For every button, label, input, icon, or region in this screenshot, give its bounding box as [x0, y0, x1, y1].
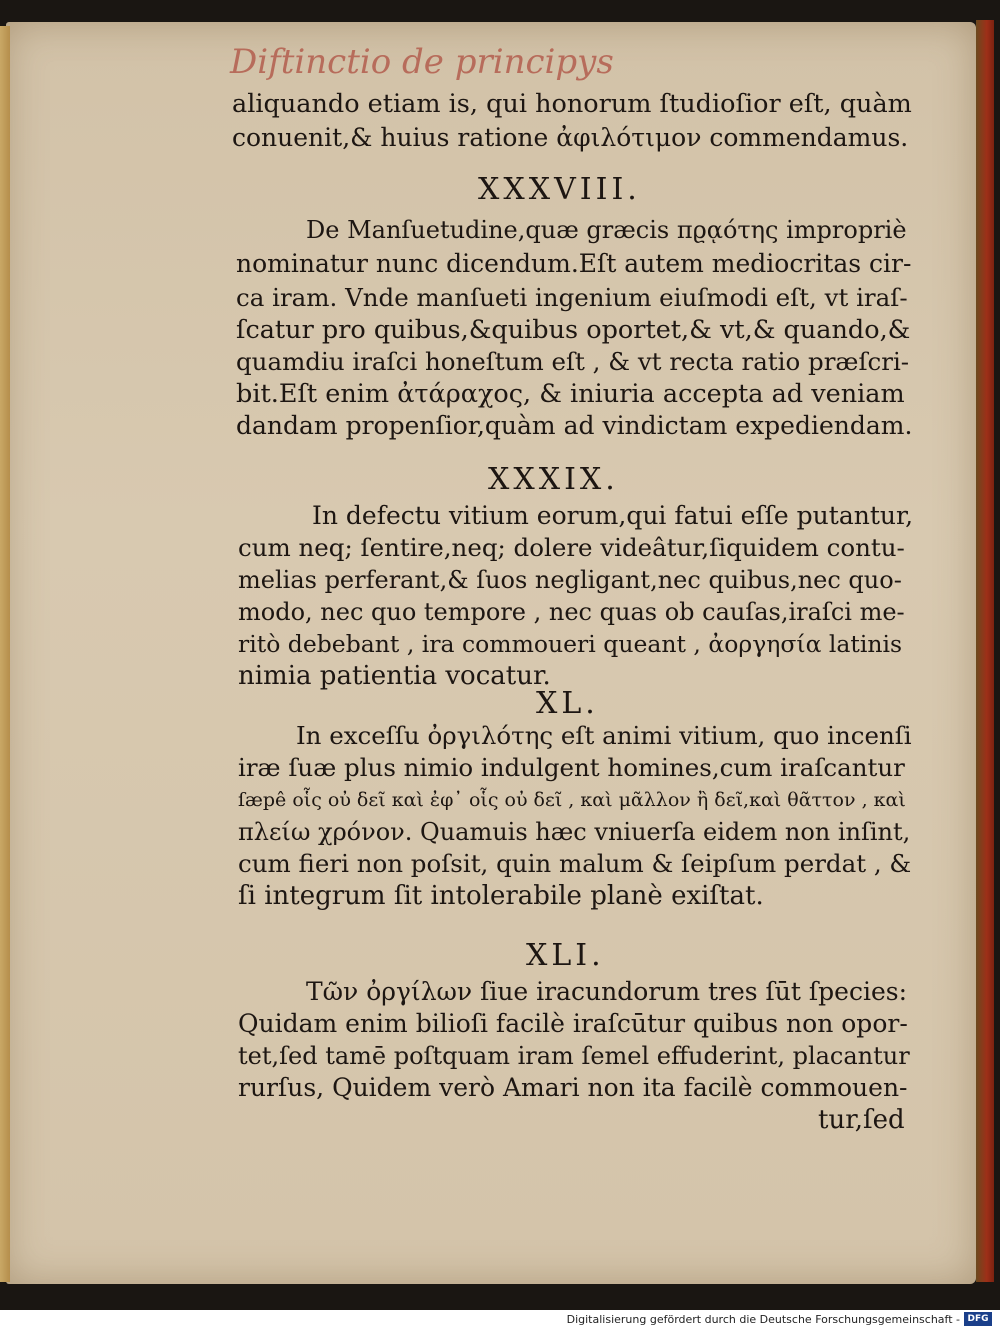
text-line: In exceſſu ὀργιλότης eſt animi vitium, quo incenſi: [296, 721, 912, 750]
text-line: nimia patientia vocatur.: [238, 661, 551, 691]
text-line: ritò debebant , ira commoueri queant , ἀοργησία latinis: [238, 630, 903, 658]
text-line: quamdiu iraſci honeſtum eſt , & vt recta ratio præſcri-: [236, 347, 910, 376]
catchword: tur,ſed: [818, 1105, 905, 1135]
text-line: ca iram. Vnde manſueti ingenium eiuſmodi eſt, vt iraſ-: [236, 283, 908, 312]
text-line: bit.Eſt enim ἀτάραχος, & iniuria accepta ad veniam: [236, 379, 905, 409]
text-line: iræ ſuæ plus nimio indulgent homines,cum iraſcantur: [238, 753, 905, 782]
text-line: ſæpê οἷς οὐ δεῖ καὶ ἐφ᾽ οἷς οὐ δεῖ , καὶ μᾶλλον ἢ δεῖ,καὶ θᾶττον , καὶ: [238, 789, 906, 811]
text-line: cum fieri non poſsit, quin malum & ſeipſum perdat , &: [238, 849, 912, 878]
text-line: tet,ſed tamē poſtquam iram ſemel effuderint, placantur: [238, 1042, 910, 1070]
text-line: cum neq; ſentire,neq; dolere videâtur,ſiquidem contu-: [238, 533, 905, 562]
text-line: Τῶν ὀργίλων ſiue iracundorum tres ſūt ſpecies:: [306, 977, 907, 1006]
text-line: πλείω χρόνον. Quamuis hæc vniuerſa eidem non inſint,: [238, 818, 911, 846]
margin-annotation: Diftinctio de principys: [230, 42, 614, 82]
text-line: melias perferant,& ſuos negligant,nec quibus,nec quo-: [238, 566, 902, 594]
text-line: In defectu vitium eorum,qui fatui eſſe putantur,: [312, 501, 914, 530]
text-line: rurſus, Quidem verò Amari non ita facilè commouen-: [238, 1073, 908, 1102]
text-line: modo, nec quo tempore , nec quas ob cauſas,iraſci me-: [238, 598, 905, 626]
section-heading: XLI.: [526, 938, 605, 973]
section-heading: XL.: [536, 686, 599, 721]
text-line: dandam propenſior,quàm ad vindictam expediendam.: [236, 411, 913, 440]
section-heading: XXXVIII.: [478, 172, 641, 207]
text-line: De Manſuetudine,quæ græcis πϱᾳότης impropriè: [306, 216, 907, 244]
dfg-logo: DFG: [964, 1312, 992, 1326]
text-line: aliquando etiam is, qui honorum ſtudioſior eſt, quàm: [232, 89, 912, 119]
section-heading: XXXIX.: [488, 462, 619, 497]
page-right-edge: [976, 20, 994, 1282]
text-line: nominatur nunc dicendum.Eſt autem mediocritas cir-: [236, 249, 912, 278]
digitization-credit: Digitalisierung gefördert durch die Deutsche Forschungsgemeinschaft -: [566, 1313, 960, 1326]
text-line: Quidam enim bilioſi facilè iraſcūtur quibus non opor-: [238, 1009, 908, 1038]
text-line: ſcatur pro quibus,&quibus oportet,& vt,& quando,&: [236, 315, 911, 345]
text-line: ſi integrum ſit intolerabile planè exiſtat.: [238, 881, 764, 911]
page-left-edge: [0, 26, 10, 1282]
text-line: conuenit,& huius ratione ἀφιλότιμον commendamus.: [232, 123, 909, 152]
